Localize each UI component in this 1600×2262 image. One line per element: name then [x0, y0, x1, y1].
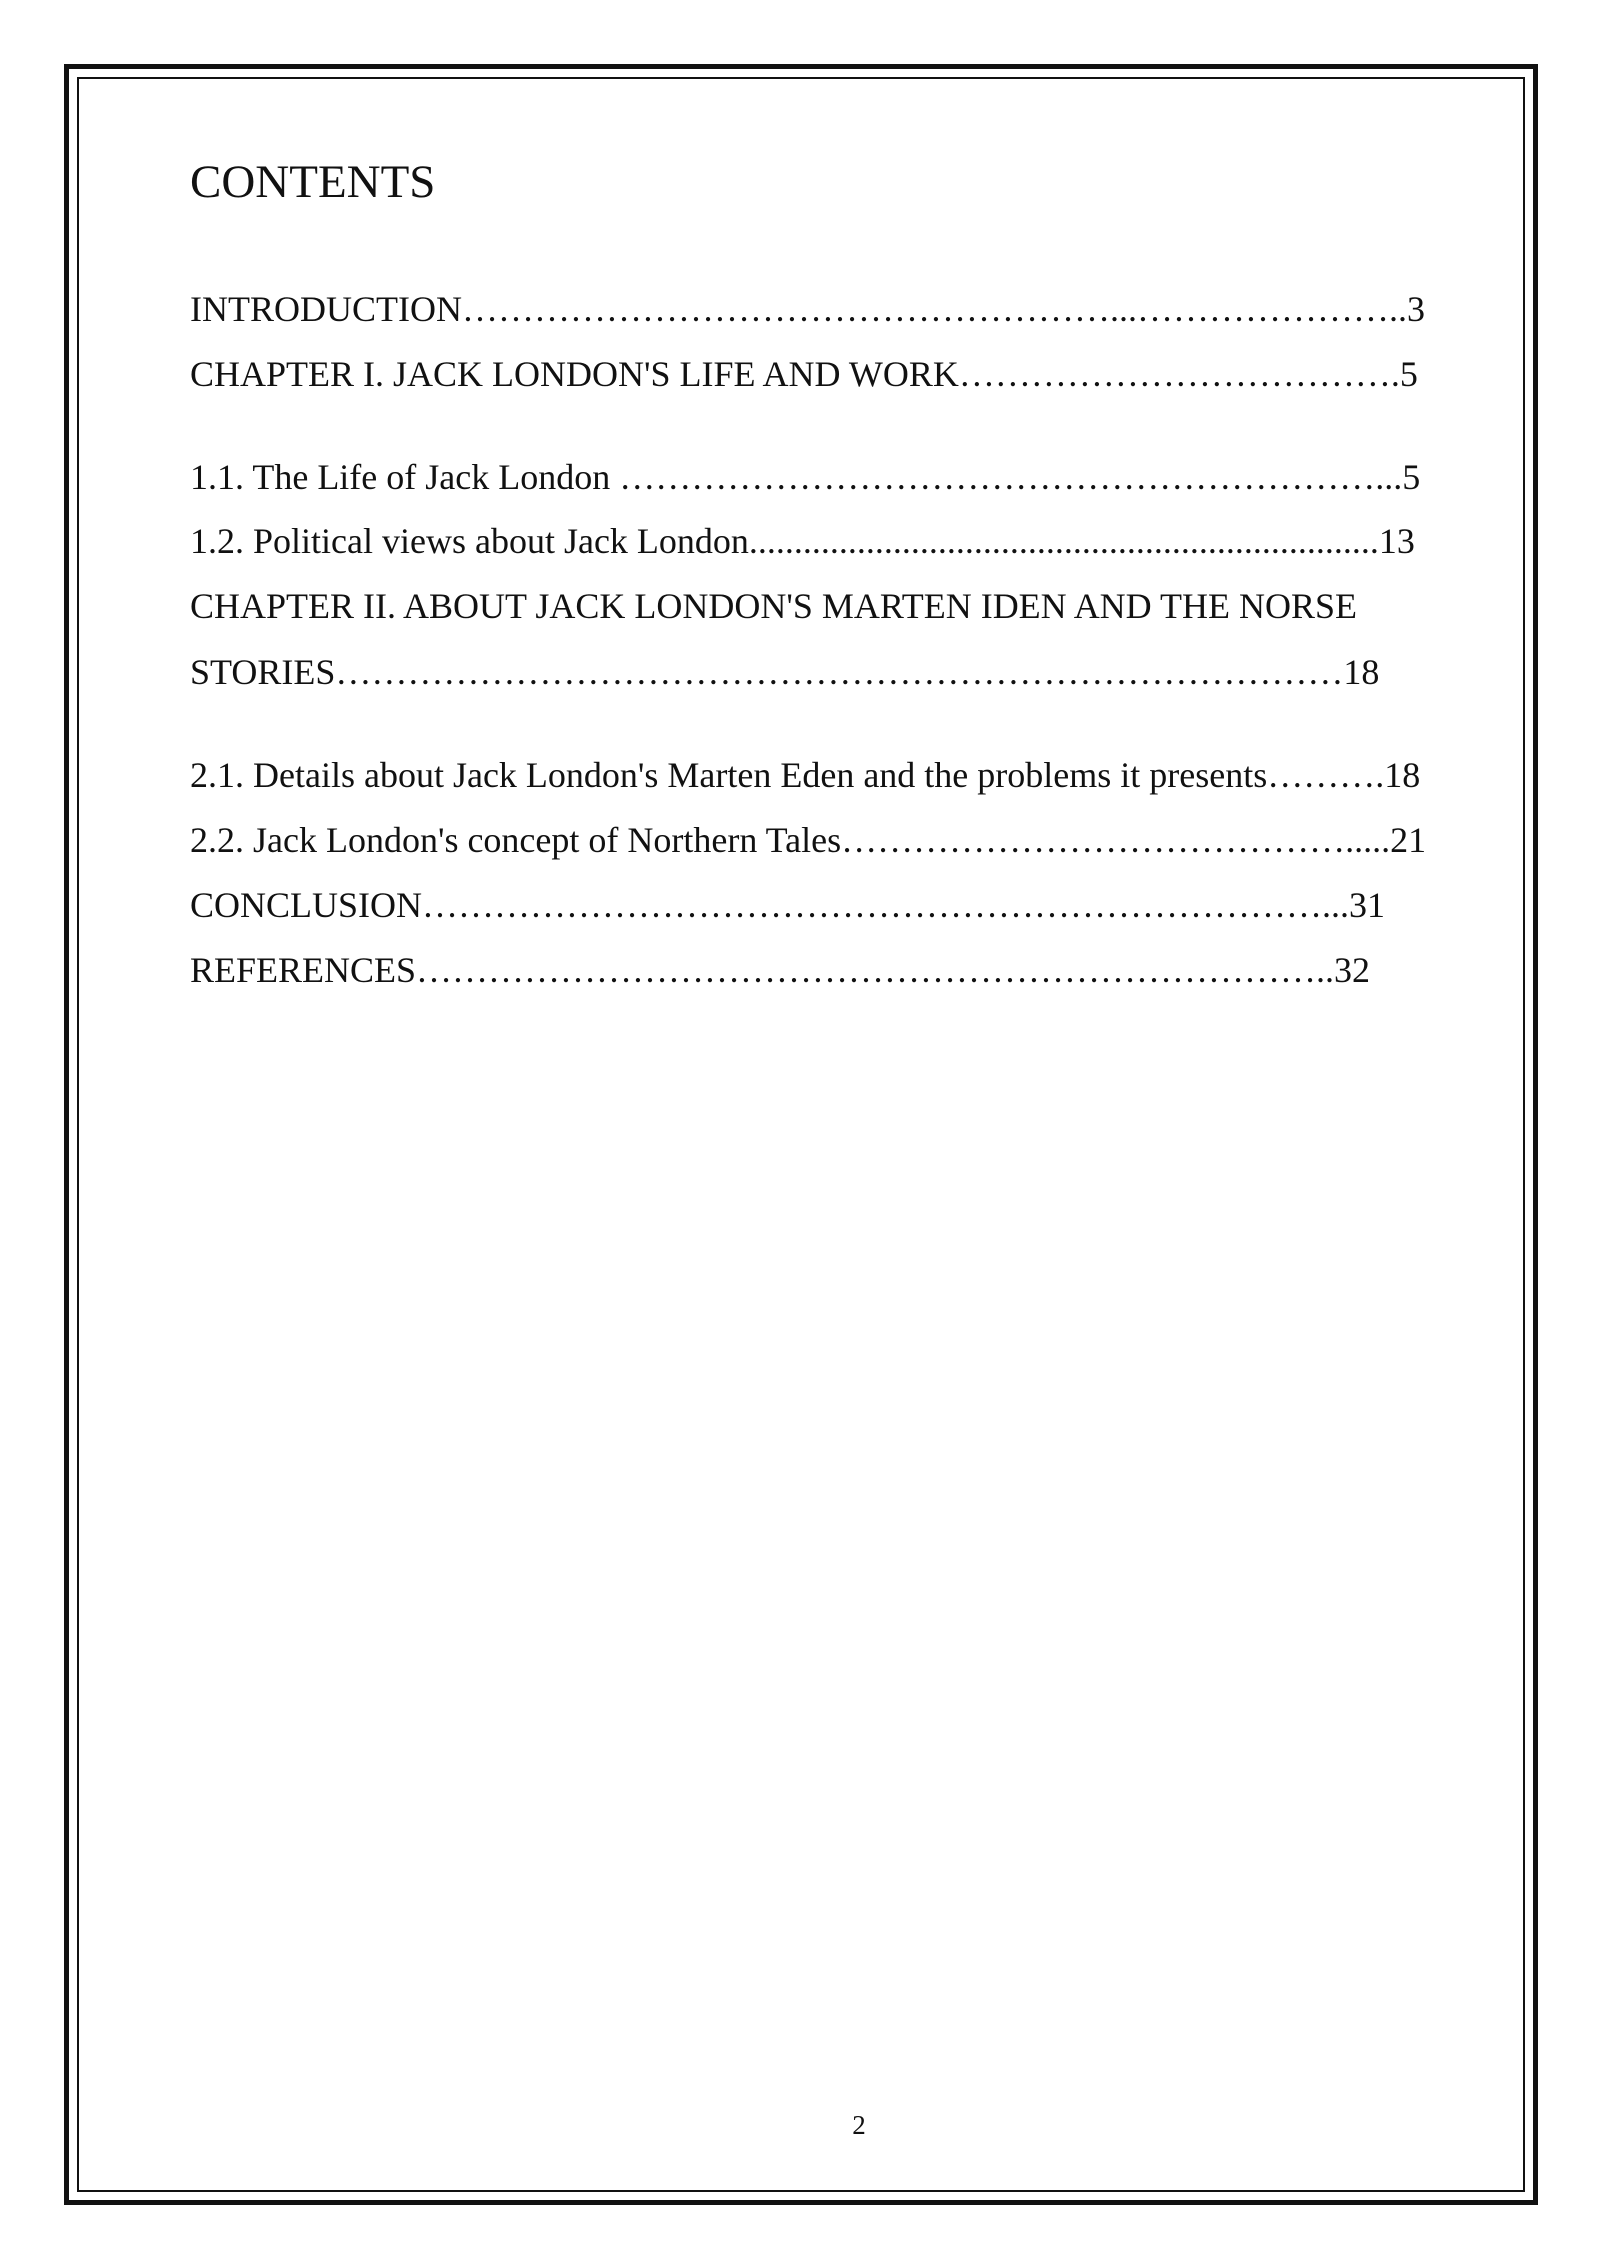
toc-entry-chapter-1[interactable]: CHAPTER I. JACK LONDON'S LIFE AND WORK……………………………….5: [190, 354, 1418, 394]
toc-entry-conclusion[interactable]: CONCLUSION…………………………………………………………………...31: [190, 885, 1386, 925]
page-number: 2: [852, 2110, 866, 2140]
page-title: CONTENTS: [190, 156, 436, 208]
toc-entry-section-1-1[interactable]: 1.1. The Life of Jack London ………………………………………………………...5: [190, 457, 1421, 497]
toc-entry-chapter-2-line-2[interactable]: STORIES…………………………………………………………………………18: [190, 652, 1380, 692]
toc-entry-section-1-2[interactable]: 1.2. Political views about Jack London......................................................................13: [190, 521, 1415, 561]
toc-entry-section-2-1[interactable]: 2.1. Details about Jack London's Marten Eden and the problems it presents……….18: [190, 755, 1421, 795]
toc-entry-chapter-2-line-1[interactable]: CHAPTER II. ABOUT JACK LONDON'S MARTEN IDEN AND THE NORSE: [190, 586, 1358, 626]
toc-entry-introduction[interactable]: INTRODUCTION………………………………………………...…………………..3: [190, 289, 1425, 329]
toc-entry-section-2-2[interactable]: 2.2. Jack London's concept of Northern Tales…………………………………….....21: [190, 820, 1427, 860]
toc-entry-references[interactable]: REFERENCES…………………………………………………………………..32: [190, 950, 1371, 990]
